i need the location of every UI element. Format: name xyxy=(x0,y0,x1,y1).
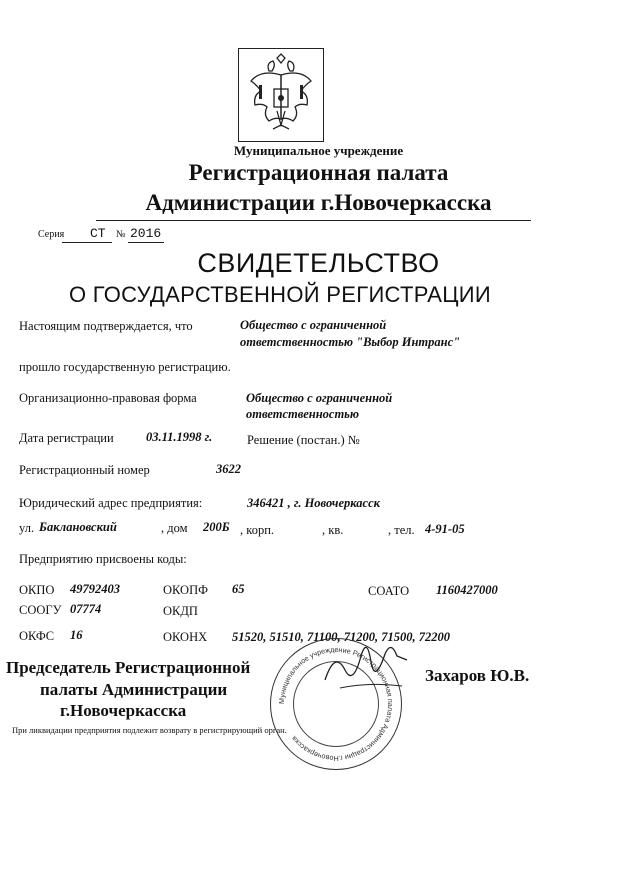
organization-name-line2: Администрации г.Новочеркасска xyxy=(145,190,492,215)
legal-form-value-line2: ответственностью xyxy=(246,407,360,421)
street-prefix: ул. xyxy=(19,521,35,535)
series-value: СТ xyxy=(90,226,106,241)
chairman-role-line2: палаты Администрации xyxy=(40,680,228,699)
okonh-label: ОКОНХ xyxy=(163,630,208,644)
soogu-label: СООГУ xyxy=(19,603,62,617)
okfs-label: ОКФС xyxy=(19,629,55,643)
series-number: 2016 xyxy=(130,226,162,241)
chairman-role-line3: г.Новочеркасска xyxy=(60,701,187,720)
codes-intro: Предприятию присвоены коды: xyxy=(19,552,187,566)
registration-date-label: Дата регистрации xyxy=(19,431,114,445)
decision-label: Решение (постан.) № xyxy=(247,433,360,447)
address-label: Юридический адрес предприятия: xyxy=(19,496,203,510)
soato-value: 1160427000 xyxy=(436,583,498,597)
registration-date-value: 03.11.1998 г. xyxy=(146,430,213,444)
liquidation-footnote: При ликвидации предприятия подлежит возврату в регистрирующий орган. xyxy=(12,725,287,735)
series-label: Серия xyxy=(38,229,65,240)
okpo-label: ОКПО xyxy=(19,583,55,597)
street-value: Баклановский xyxy=(39,520,117,534)
registration-number-label: Регистрационный номер xyxy=(19,463,150,477)
legal-form-label: Организационно-правовая форма xyxy=(19,391,197,405)
company-name-line1: Общество с ограниченной xyxy=(240,318,387,332)
series-number-label: № xyxy=(116,229,126,240)
soato-label: СОАТО xyxy=(368,584,410,598)
legal-form-value-line1: Общество с ограниченной xyxy=(246,391,393,405)
stamp-ring-text: Муниципальное учреждение Регистрационная палата Администрации г.Новочеркасска xyxy=(276,644,396,764)
tel-value: 4-91-05 xyxy=(425,522,465,536)
number-underline xyxy=(128,242,164,243)
okonh-value: 51520, 51510, 71100, 71200, 71500, 72200 xyxy=(232,630,451,644)
corp-label: , корп. xyxy=(240,523,275,537)
apartment-label: , кв. xyxy=(322,523,344,537)
registration-number-value: 3622 xyxy=(216,462,241,476)
okfs-value: 16 xyxy=(70,628,83,642)
signer-name: Захаров Ю.В. xyxy=(425,666,530,685)
house-value: 200Б xyxy=(203,520,230,534)
confirm-label: Настоящим подтверждается, что xyxy=(19,319,193,333)
company-name-line2: ответственностью "Выбор Интранс" xyxy=(240,335,461,349)
handwritten-signature xyxy=(320,640,410,700)
okopf-label: ОКОПФ xyxy=(163,583,208,597)
soogu-value: 07774 xyxy=(70,602,102,616)
okopf-value: 65 xyxy=(232,582,245,596)
house-label: , дом xyxy=(161,521,188,535)
series-underline xyxy=(62,242,112,243)
chairman-role-line1: Председатель Регистрационной xyxy=(6,658,251,677)
tel-label: , тел. xyxy=(388,523,415,537)
coat-of-arms-emblem xyxy=(238,48,324,142)
document-title-line1: СВИДЕТЕЛЬСТВО xyxy=(197,248,440,278)
registration-passed-text: прошло государственную регистрацию. xyxy=(19,360,231,374)
organization-name-line1: Регистрационная палата xyxy=(188,160,449,185)
okdp-label: ОКДП xyxy=(163,604,198,618)
header-rule xyxy=(96,220,531,221)
document-title-line2: О ГОСУДАРСТВЕННОЙ РЕГИСТРАЦИИ xyxy=(68,282,492,307)
address-postcode-city: 346421 , г. Новочеркасск xyxy=(247,496,380,510)
okpo-value: 49792403 xyxy=(70,582,120,596)
institution-type: Муниципальное учреждение xyxy=(233,143,404,158)
